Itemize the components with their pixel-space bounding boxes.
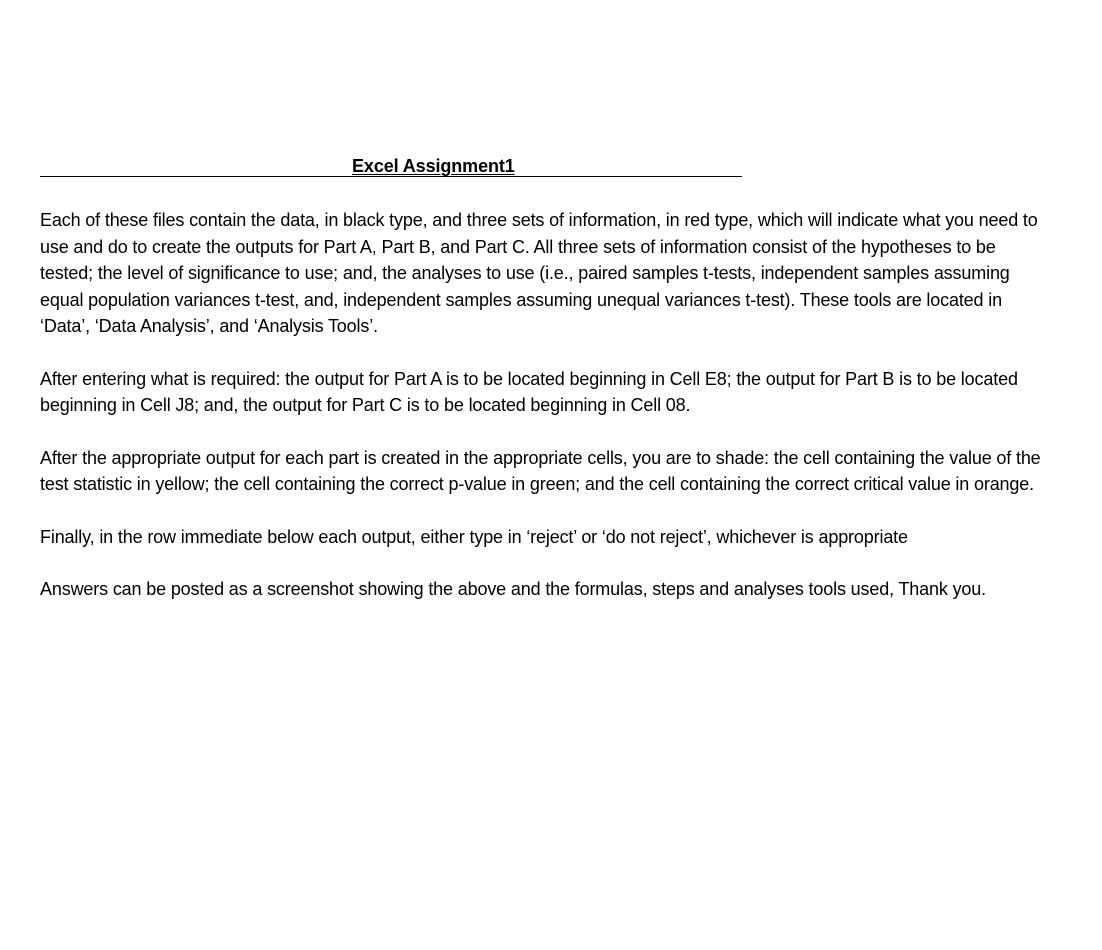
- document-page: [40, 154, 1050, 603]
- paragraph-reject: Finally, in the row immediate below each output, either type in ‘reject’ or ‘do not reject’, whichever is appropriate: [40, 526, 908, 547]
- paragraph-output-locations: After entering what is required: the output for Part A is to be located beginning in Cell E8; the output for Part B is to be located beginning in Cell J8; and, the output for Part C is to be located beginning in Cell 08.: [40, 368, 1018, 415]
- document-title: Excel Assignment1: [352, 156, 515, 176]
- title-rule: [40, 154, 742, 177]
- paragraph-instructions: Each of these files contain the data, in black type, and three sets of information, in red type, which will indicate what you need to use and do to create the outputs for Part A, Part B, and Part C. All three sets of information consist of the hypotheses to be tested; the level of significance to use; and, the analyses to use (i.e., paired samples t-tests, independent samples assuming equal population variances t-test, and, independent samples assuming unequal variances t-test). These tools are located in ‘Data’, ‘Data Analysis’, and ‘Analysis Tools’.: [40, 210, 1038, 336]
- paragraph-answers: Answers can be posted as a screenshot showing the above and the formulas, steps and analyses tools used, Thank you.: [40, 579, 987, 599]
- paragraph-shading: After the appropriate output for each part is created in the appropriate cells, you are to shade: the cell containing the value of the test statistic in yellow; the cell containing the correct p-value in green; and the cell containing the correct critical value in orange.: [40, 447, 1041, 494]
